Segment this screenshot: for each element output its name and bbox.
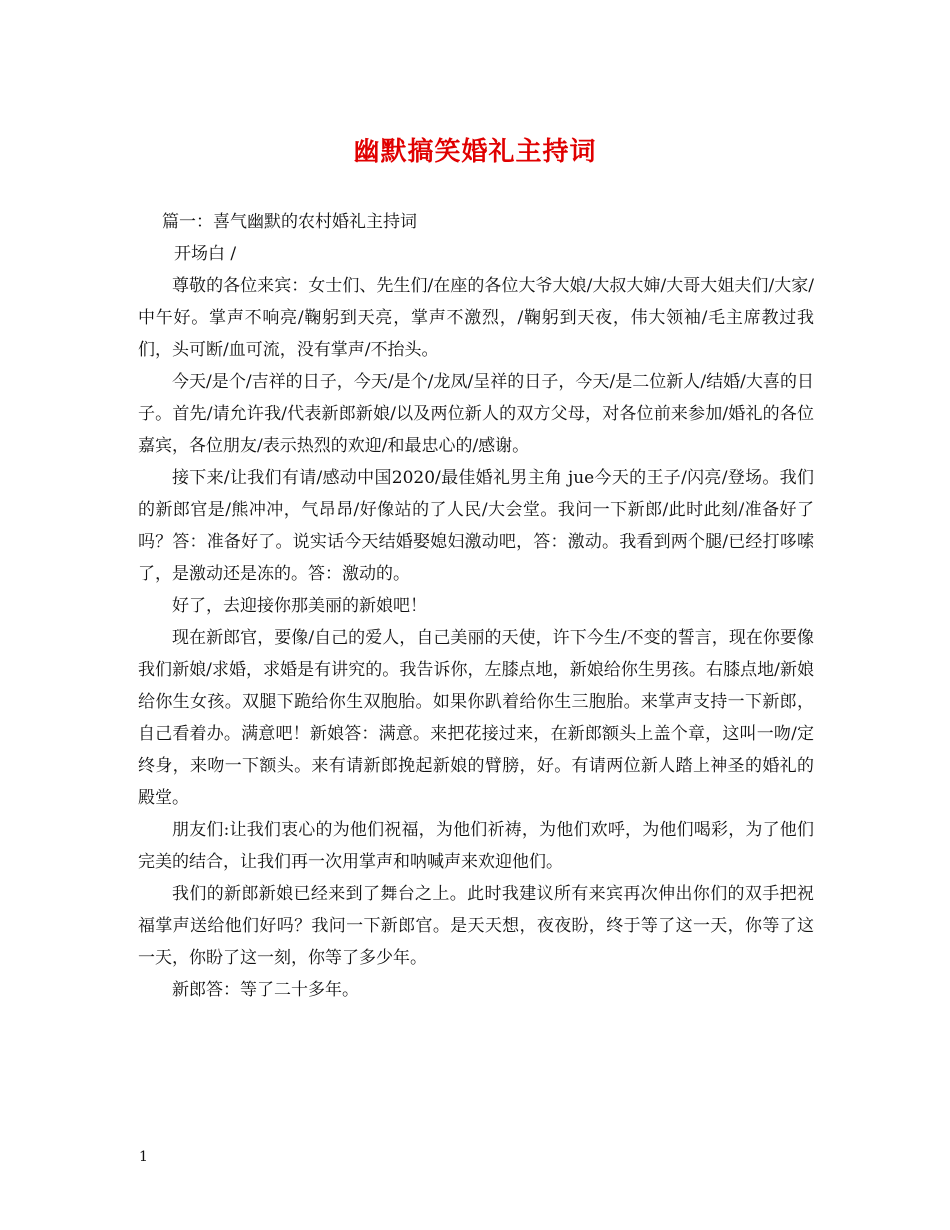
paragraph: 尊敬的各位来宾：女士们、先生们/在座的各位大爷大娘/大叔大婶/大哥大姐夫们/大家/中午好。掌声不响亮/鞠躬到天亮，掌声不激烈，/鞠躬到天夜，伟大领袖/毛主席教过我们，头可断/血可流，没有掌声/不抬头。 [138, 276, 814, 360]
page-number: 1 [139, 1149, 148, 1165]
paragraph: 新郎答：等了二十多年。 [172, 980, 359, 1000]
paragraph: 今天/是个/吉祥的日子，今天/是个/龙凤/呈祥的日子，今天/是二位新人/结婚/大喜的日子。首先/请允许我/代表新郎新娘/以及两位新人的双方父母，对各位前来参加/婚礼的各位嘉宾，各位朋友/表示热烈的欢迎/和最忠心的/感谢。 [138, 372, 814, 456]
document-body [138, 206, 814, 1006]
paragraph: 我们的新郎新娘已经来到了舞台之上。此时我建议所有来宾再次伸出你们的双手把祝福掌声送给他们好吗？我问一下新郎官。是天天想，夜夜盼，终于等了这一天，你等了这一天，你盼了这一刻，你等了多少年。 [138, 884, 814, 968]
subheading: 开场白 / [174, 244, 237, 264]
section-heading: 篇一：喜气幽默的农村婚礼主持词 [162, 212, 417, 232]
document-title: 幽默搞笑婚礼主持词 [353, 137, 597, 167]
paragraph: 朋友们:让我们衷心的为他们祝福，为他们祈祷，为他们欢呼，为他们喝彩，为了他们完美的结合，让我们再一次用掌声和呐喊声来欢迎他们。 [138, 820, 814, 872]
paragraph: 现在新郎官，要像/自己的爱人，自己美丽的天使，许下今生/不变的誓言，现在你要像我们新娘/求婚，求婚是有讲究的。我告诉你，左膝点地，新娘给你生男孩。右膝点地/新娘给你生女孩。双腿下跪给你生双胞胎。如果你趴着给你生三胞胎。来掌声支持一下新郎，自己看着办。满意吧！新娘答：满意。来把花接过来，在新郎额头上盖个章，这叫一吻/定终身，来吻一下额头。来有请新郎挽起新娘的臂膀，好。有请两位新人踏上神圣的婚礼的殿堂。 [138, 628, 814, 808]
paragraph: 接下来/让我们有请/感动中国2020/最佳婚礼男主角 jue今天的王子/闪亮/登场。我们的新郎官是/熊冲冲，气昂昂/好像站的了人民/大会堂。我问一下新郎/此时此刻/准备好了吗？答：准备好了。说实话今天结婚娶媳妇激动吧，答：激动。我看到两个腿/已经打哆嗦了，是激动还是冻的。答：激动的。 [138, 468, 814, 584]
paragraph: 好了，去迎接你那美丽的新娘吧！ [172, 596, 427, 616]
